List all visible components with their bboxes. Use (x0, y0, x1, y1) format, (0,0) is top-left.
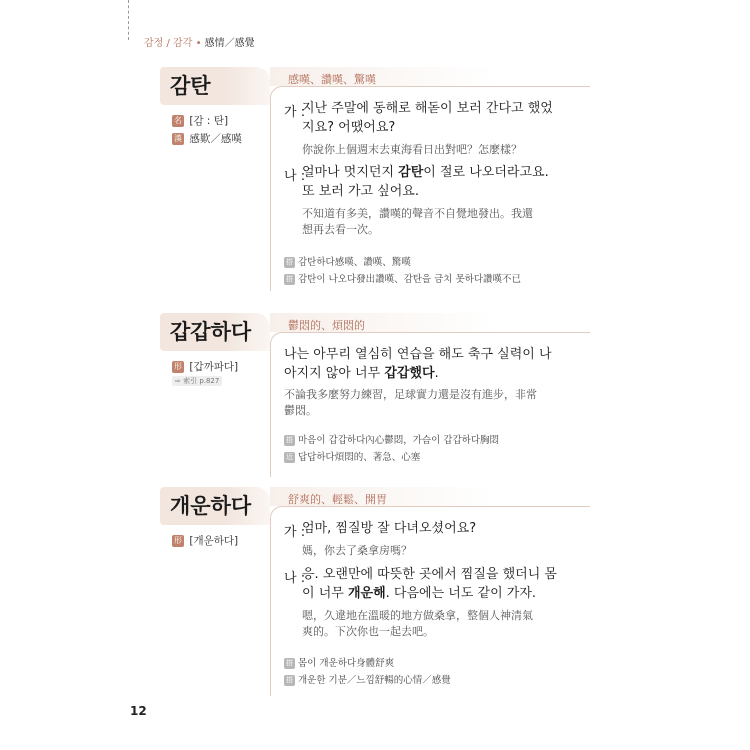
korean-line (302, 163, 594, 182)
headword: 갑갑하다 (170, 320, 252, 344)
crop-mark (128, 0, 129, 40)
pronunciation: [감 : 탄] (189, 115, 229, 127)
entry-gaeunhada (160, 487, 590, 692)
note-badge: 搭 (286, 436, 293, 444)
pronunciation-row (172, 359, 238, 374)
keyword: 갑갑했다 (384, 366, 435, 381)
chinese-translation: 不知道有多美，讚嘆的聲音不自覺地發出。我還 (302, 207, 533, 220)
speaker: 나 : (284, 571, 306, 586)
hanja-badge: 漢 (174, 134, 182, 143)
headword-box (160, 67, 270, 105)
note-text: 감탄하다感嘆、讚嘆、驚嘆 (298, 257, 411, 268)
running-head-dot: • (195, 38, 202, 49)
note-badge: 搭 (286, 258, 293, 266)
note-row (284, 254, 411, 268)
pronunciation: [개운하다] (189, 535, 239, 547)
dialogue-a (284, 521, 594, 561)
note-row (284, 672, 451, 686)
korean-line: 엄마, 찜질방 잘 다녀오셨어요? (302, 521, 477, 536)
running-head (144, 34, 255, 49)
running-head-korean: 감정 / 감각 (144, 38, 193, 49)
text: 아지지 않아 너무 (284, 366, 385, 381)
text: . (434, 366, 439, 381)
pronunciation-row (172, 533, 238, 548)
chinese-translation: 鬱悶。 (284, 404, 317, 417)
note-row (284, 449, 420, 463)
chinese-translation: 媽，你去了桑拿房嗎？ (302, 544, 412, 557)
running-head-chinese: 感情／感覺 (204, 38, 255, 49)
korean-line (302, 584, 594, 603)
entry-gapgaphada (160, 313, 590, 473)
korean-line: 나는 아무리 열심히 연습을 해도 축구 실력이 나 (284, 347, 552, 362)
note-text: 감탄이 나오다發出讚嘆、감탄을 금치 못하다讚嘆不已 (298, 274, 522, 285)
chinese-translation: 你說你上個週末去東海看日出對吧？怎麼樣？ (302, 143, 522, 156)
korean-line: 또 보러 가고 싶어요. (302, 184, 419, 199)
headword-box (160, 313, 270, 351)
pos-badge: 形 (174, 536, 182, 545)
meaning: 舒爽的、輕鬆、開胃 (288, 493, 387, 506)
speaker: 가 : (284, 105, 306, 120)
text: . 다음에는 너도 같이 가자. (385, 586, 537, 601)
chinese-translation: 不論我多麼努力練習，足球實力還是沒有進步，非常 (284, 388, 537, 401)
dialogue-b (284, 165, 594, 245)
pos-badge: 名 (174, 116, 182, 125)
pronunciation-row (172, 113, 228, 128)
dialogue-b (284, 567, 594, 647)
example-sentence (284, 345, 594, 445)
speaker: 가 : (284, 525, 306, 540)
text: 이 절로 나오더라고요. (423, 165, 549, 180)
korean-line: 지난 주말에 동해로 해돋이 보러 간다고 했었 (302, 101, 553, 116)
meaning: 鬱悶的、煩悶的 (288, 319, 365, 332)
hanja: 感歎／感嘆 (189, 133, 242, 145)
note-text: 개운한 기분／느낌舒暢的心情／感覺 (298, 675, 451, 686)
note-text: 마음이 갑갑하다內心鬱悶，가슴이 갑갑하다胸悶 (298, 435, 500, 446)
keyword: 감탄 (398, 165, 424, 180)
text: 이 너무 (302, 586, 348, 601)
chinese-translation: 爽的。下次你也一起去吧。 (302, 625, 434, 638)
pronunciation: [갑까파다] (189, 361, 239, 373)
headword: 개운하다 (170, 494, 252, 518)
headword: 감탄 (170, 74, 211, 98)
korean-line: 응. 오랜만에 따뜻한 곳에서 찜질을 했더니 몸 (302, 567, 557, 582)
note-badge: 搭 (286, 275, 293, 283)
chinese-translation: 嗯，久違地在溫暖的地方做桑拿，整個人神清氣 (302, 609, 533, 622)
note-badge: 搭 (286, 659, 293, 667)
dialogue-a (284, 101, 594, 171)
note-badge: 近 (286, 453, 293, 461)
korean-line (284, 364, 576, 383)
page-number: 12 (130, 704, 147, 718)
note-row (284, 432, 499, 446)
speaker: 나 : (284, 169, 306, 184)
note-row (284, 271, 521, 285)
hanja-row (172, 131, 242, 146)
note-text: 답답하다煩悶的、著急、心塞 (298, 452, 421, 463)
note-row (284, 655, 394, 669)
korean-line: 지요? 어땠어요? (302, 120, 396, 135)
meaning: 感嘆、讚嘆、驚嘆 (288, 73, 376, 86)
headword-box (160, 487, 270, 525)
pos-badge: 形 (174, 362, 182, 371)
note-badge: 搭 (286, 676, 293, 684)
note-text: 몸이 개운하다身體舒爽 (298, 658, 395, 669)
index-reference: ⇨ 索引 p.827 (172, 376, 222, 386)
keyword: 개운해 (347, 586, 386, 601)
entry-gamtan (160, 67, 590, 297)
chinese-translation: 想再去看一次。 (302, 223, 379, 236)
text: 얼마나 멋지던지 (302, 165, 399, 180)
